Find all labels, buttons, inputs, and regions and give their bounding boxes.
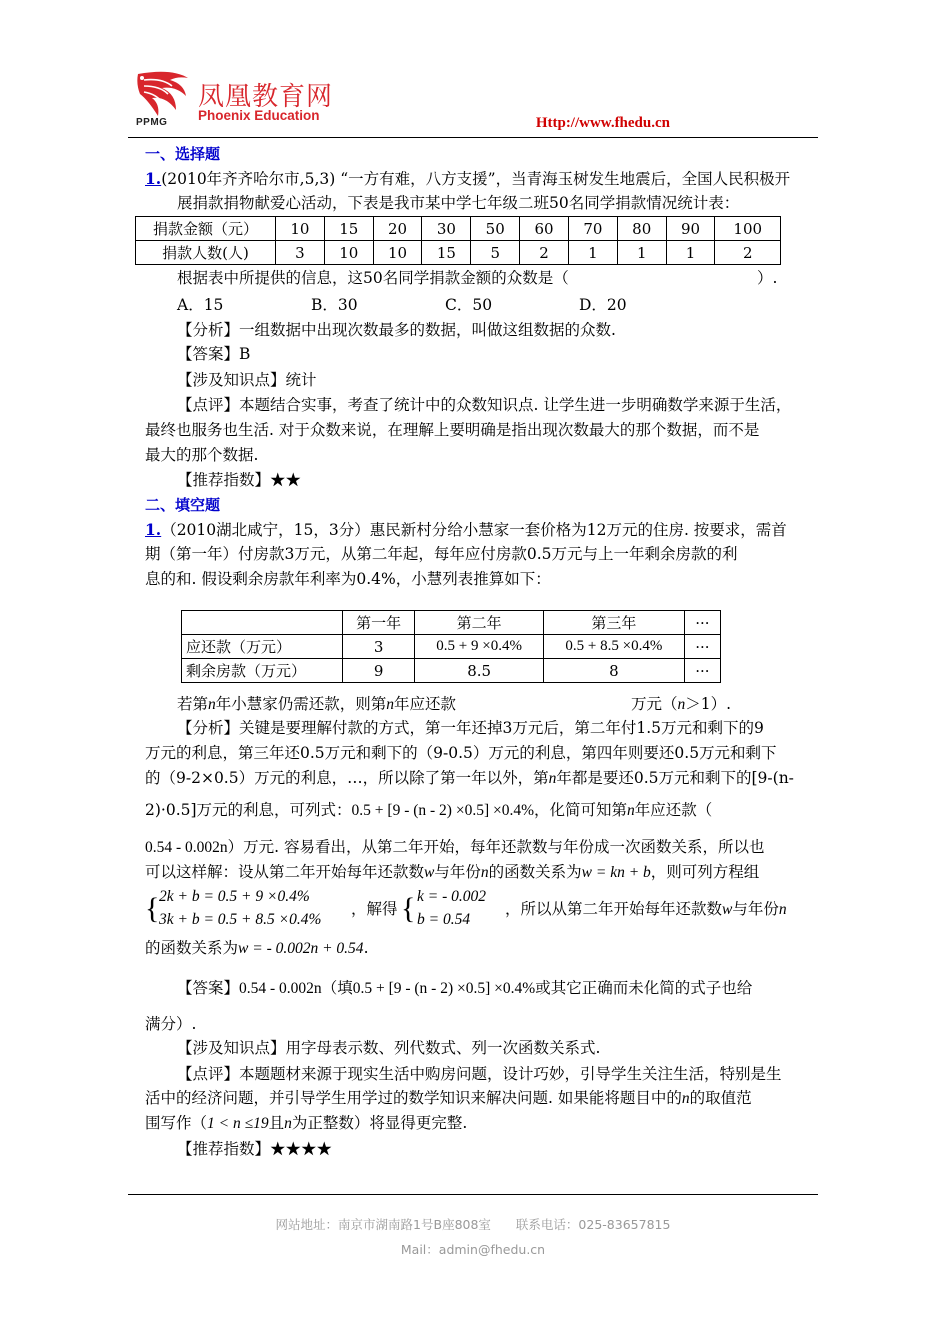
- table-row: [182, 635, 721, 659]
- math-var: n: [778, 901, 787, 918]
- table-cell: 90: [666, 217, 715, 241]
- equation-1: 2k + b = 0.5 + 9 ×0.4%: [159, 888, 310, 905]
- table-cell: 8.5: [415, 659, 544, 683]
- table-cell: 100: [715, 217, 781, 241]
- table-cell: 第二年: [415, 611, 544, 635]
- table-cell: 10: [373, 241, 422, 265]
- solve-label: ，解得: [351, 900, 398, 918]
- q1-text: (2010年齐齐哈尔市,5,3) “一方有难，八方支援”，当青海玉树发生地震后，全国人民积极开: [161, 170, 791, 188]
- loan-table: [181, 610, 721, 683]
- q2-text: （2010湖北咸宁，15，3分）惠民新村分给小慧家一套价格为12万元的住房. 按要求，需首: [161, 521, 787, 539]
- donation-table: [135, 216, 781, 265]
- table-cell: 15: [324, 217, 373, 241]
- math-expr: 0.54 - 0.002n: [145, 839, 228, 856]
- math-expr: w = - 0.002n + 0.54: [238, 940, 364, 957]
- math-expr: 1 < n ≤19: [207, 1115, 269, 1132]
- text: 与年份: [434, 863, 481, 881]
- math-var: n: [386, 696, 395, 713]
- q1-line1: [145, 167, 790, 191]
- table-cell: 60: [520, 217, 569, 241]
- footer-address: 网站地址：南京市湖南路1号B座808室 联系电话：025-83657815: [275, 1217, 671, 1232]
- table-cell: [182, 611, 343, 635]
- text: 为正整数）将显得更完整.: [291, 1114, 468, 1132]
- text: 年都是要还0.5万元和剩下的[9-(n-: [556, 769, 794, 787]
- equation-2: 3k + b = 0.5 + 8.5 ×0.4%: [159, 911, 322, 928]
- q2-line1: [145, 518, 787, 542]
- text: 【答案】: [177, 979, 240, 997]
- page-header: [128, 70, 818, 138]
- text: 与年份: [732, 900, 779, 918]
- table-row: [182, 659, 721, 683]
- table-cell: 2: [520, 241, 569, 265]
- q1-question: 根据表中所提供的信息，这50名同学捐款金额的众数是（: [177, 269, 569, 287]
- solution-1: k = - 0.002: [417, 888, 487, 905]
- q2-number-link[interactable]: 1.: [145, 520, 162, 539]
- math-var: n: [480, 864, 489, 881]
- q1-number-link[interactable]: 1.: [145, 169, 162, 188]
- brand-ppmg: PPMG: [136, 117, 168, 128]
- table-cell: 30: [422, 217, 471, 241]
- math-var: w: [722, 901, 733, 918]
- math-var: n: [677, 696, 686, 713]
- table-cell: 10: [276, 217, 325, 241]
- table-cell: 1: [568, 241, 617, 265]
- text: 围写作（: [145, 1114, 208, 1132]
- site-url-link[interactable]: Http://www.fhedu.cn: [535, 115, 670, 131]
- q2-analysis-4: [145, 798, 712, 823]
- text: 年小慧家仍需还款，则第: [215, 695, 387, 713]
- table-cell: 3: [276, 241, 325, 265]
- q2-answer-end: 满分）.: [145, 1015, 197, 1033]
- q2-analysis-2: 万元的利息，第三年还0.5万元和剩下的（9-0.5）万元的利息，第四年则要还0.5万元和剩下: [145, 744, 777, 762]
- page-footer: [128, 1194, 818, 1257]
- table-cell: 20: [373, 217, 422, 241]
- q1-comment-1: 【点评】本题结合实事，考查了统计中的众数知识点. 让学生进一步明确数学来源于生活，: [177, 396, 792, 414]
- q2-knowledge: 【涉及知识点】用字母表示数、列代数式、列一次函数关系式.: [177, 1039, 601, 1057]
- section-title-choice: 一、选择题: [145, 145, 221, 163]
- solution-2: b = 0.54: [417, 911, 471, 928]
- q1-comment-3: 最大的那个数据.: [145, 446, 259, 464]
- text: （填: [321, 979, 353, 997]
- text: 活中的经济问题，并引导学生用学过的数学知识来解决问题. 如果能将题目中的: [145, 1089, 682, 1107]
- text: 年应还款: [394, 695, 457, 713]
- text: .: [363, 939, 369, 957]
- q1-question-end: ）.: [757, 269, 778, 287]
- brand-en: Phoenix Education: [198, 108, 320, 123]
- q2-line3: 息的和. 假设剩余房款年利率为0.4%，小慧列表推算如下：: [145, 570, 551, 588]
- phoenix-logo-icon: [132, 70, 196, 118]
- table-cell: ···: [684, 659, 720, 683]
- math-var: n: [208, 696, 216, 713]
- table-cell: 2: [715, 241, 781, 265]
- table-cell: 捐款人数(人): [136, 241, 276, 265]
- text: ，则可列方程组: [650, 863, 760, 881]
- option-d: D．20: [579, 296, 627, 314]
- math-var: n: [548, 770, 557, 787]
- q2-question: [177, 692, 456, 717]
- table-cell: 70: [568, 217, 617, 241]
- text: 且: [268, 1114, 285, 1132]
- q2-comment-1: 【点评】本题题材来源于现实生活中购房问题，设计巧妙，引导学生关注生活，特别是生: [177, 1065, 782, 1083]
- brace-left-icon: {: [145, 892, 160, 925]
- q2-analysis-7: [505, 897, 787, 922]
- table-cell: 第一年: [342, 611, 414, 635]
- table-cell: 第三年: [543, 611, 684, 635]
- math-var: n: [627, 802, 635, 819]
- text: 的函数关系为: [488, 863, 582, 881]
- math-var: n: [681, 1090, 690, 1107]
- brace-left-icon: {: [401, 892, 416, 925]
- table-cell: 1: [666, 241, 715, 265]
- q2-comment-3: [145, 1111, 467, 1136]
- q2-comment-2: [145, 1086, 752, 1111]
- text: 或其它正确而未化简的式子也给: [535, 979, 753, 997]
- table-cell: 5: [471, 241, 520, 265]
- math-expr: 0.5 + [9 - (n - 2) ×0.5] ×0.4%: [351, 802, 535, 819]
- table-cell: 80: [617, 217, 666, 241]
- q1-analysis: 【分析】一组数据中出现次数最多的数据，叫做这组数据的众数.: [177, 321, 616, 339]
- table-row: [182, 611, 721, 635]
- table-row: [136, 217, 781, 241]
- option-c: C．50: [445, 296, 493, 314]
- q1-knowledge: 【涉及知识点】统计: [177, 371, 317, 389]
- table-cell: 捐款金额（元）: [136, 217, 276, 241]
- math-var: n: [284, 1115, 292, 1132]
- q2-question-end: [631, 692, 731, 717]
- table-cell: 15: [422, 241, 471, 265]
- text: 的函数关系为: [145, 939, 239, 957]
- q1-comment-2: 最终也服务也生活. 对于众数来说，在理解上要明确是指出现次数最大的那个数据，而不是: [145, 421, 760, 439]
- table-cell: 1: [617, 241, 666, 265]
- table-cell: 剩余房款（万元）: [182, 659, 343, 683]
- q2-line2: 期（第一年）付房款3万元，从第二年起，每年应付房款0.5万元与上一年剩余房款的利: [145, 545, 738, 563]
- table-cell: 10: [324, 241, 373, 265]
- q1-line2: 展捐款捐物献爱心活动，下表是我市某中学七年级二班50名同学捐款情况统计表：: [177, 194, 740, 212]
- table-cell: 50: [471, 217, 520, 241]
- section-title-fill: 二、填空题: [145, 496, 221, 514]
- table-cell: ···: [684, 611, 720, 635]
- q1-answer: 【答案】B: [177, 345, 251, 363]
- q2-analysis-8: [145, 936, 369, 961]
- table-cell: 8: [543, 659, 684, 683]
- table-row: [136, 241, 781, 265]
- text: ）万元. 容易看出，从第二年开始，每年还款数与年份成一次函数关系，所以也: [227, 838, 765, 856]
- text: 若第: [177, 695, 209, 713]
- text: 的（9-2×0.5）万元的利息，…，所以除了第一年以外，第: [145, 769, 549, 787]
- brand-cn: 凤凰教育网: [198, 82, 334, 112]
- table-cell: ···: [684, 635, 720, 659]
- text: ，所以从第二年开始每年还款数: [505, 900, 723, 918]
- table-cell: 0.5 + 9 ×0.4%: [415, 635, 544, 659]
- text: 可以这样解：设从第二年开始每年还款数: [145, 863, 425, 881]
- q2-analysis-5: [145, 835, 765, 860]
- table-cell: 3: [342, 635, 414, 659]
- math-expr: w = kn + b: [581, 864, 651, 881]
- math-var: w: [424, 864, 435, 881]
- table-cell: 应还款（万元）: [182, 635, 343, 659]
- text: 万元（: [631, 695, 678, 713]
- q1-rating: 【推荐指数】★★: [177, 471, 302, 489]
- q2-analysis-3: [145, 766, 794, 791]
- text: ，化简可知第: [534, 801, 628, 819]
- table-cell: 0.5 + 8.5 ×0.4%: [543, 635, 684, 659]
- q2-analysis-1: 【分析】关键是要理解付款的方式，第一年还掉3万元后，第二年付1.5万元和剩下的9: [177, 719, 764, 737]
- text: 年应还款（: [634, 801, 713, 819]
- table-cell: 9: [342, 659, 414, 683]
- q2-analysis-6: [145, 860, 759, 885]
- text: 的取值范: [689, 1089, 752, 1107]
- math-expr: 0.5 + [9 - (n - 2) ×0.5] ×0.4%: [352, 980, 536, 997]
- text: ＞1）.: [685, 695, 732, 713]
- option-a: A．15: [177, 296, 224, 314]
- math-expr: 0.54 - 0.002n: [239, 980, 322, 997]
- footer-mail: Mail：admin@fhedu.cn: [400, 1242, 546, 1257]
- q2-answer: [177, 976, 752, 1001]
- q2-rating: 【推荐指数】★★★★: [177, 1140, 333, 1158]
- text: 2)·0.5]万元的利息，可列式：: [145, 801, 352, 819]
- option-b: B．30: [311, 296, 358, 314]
